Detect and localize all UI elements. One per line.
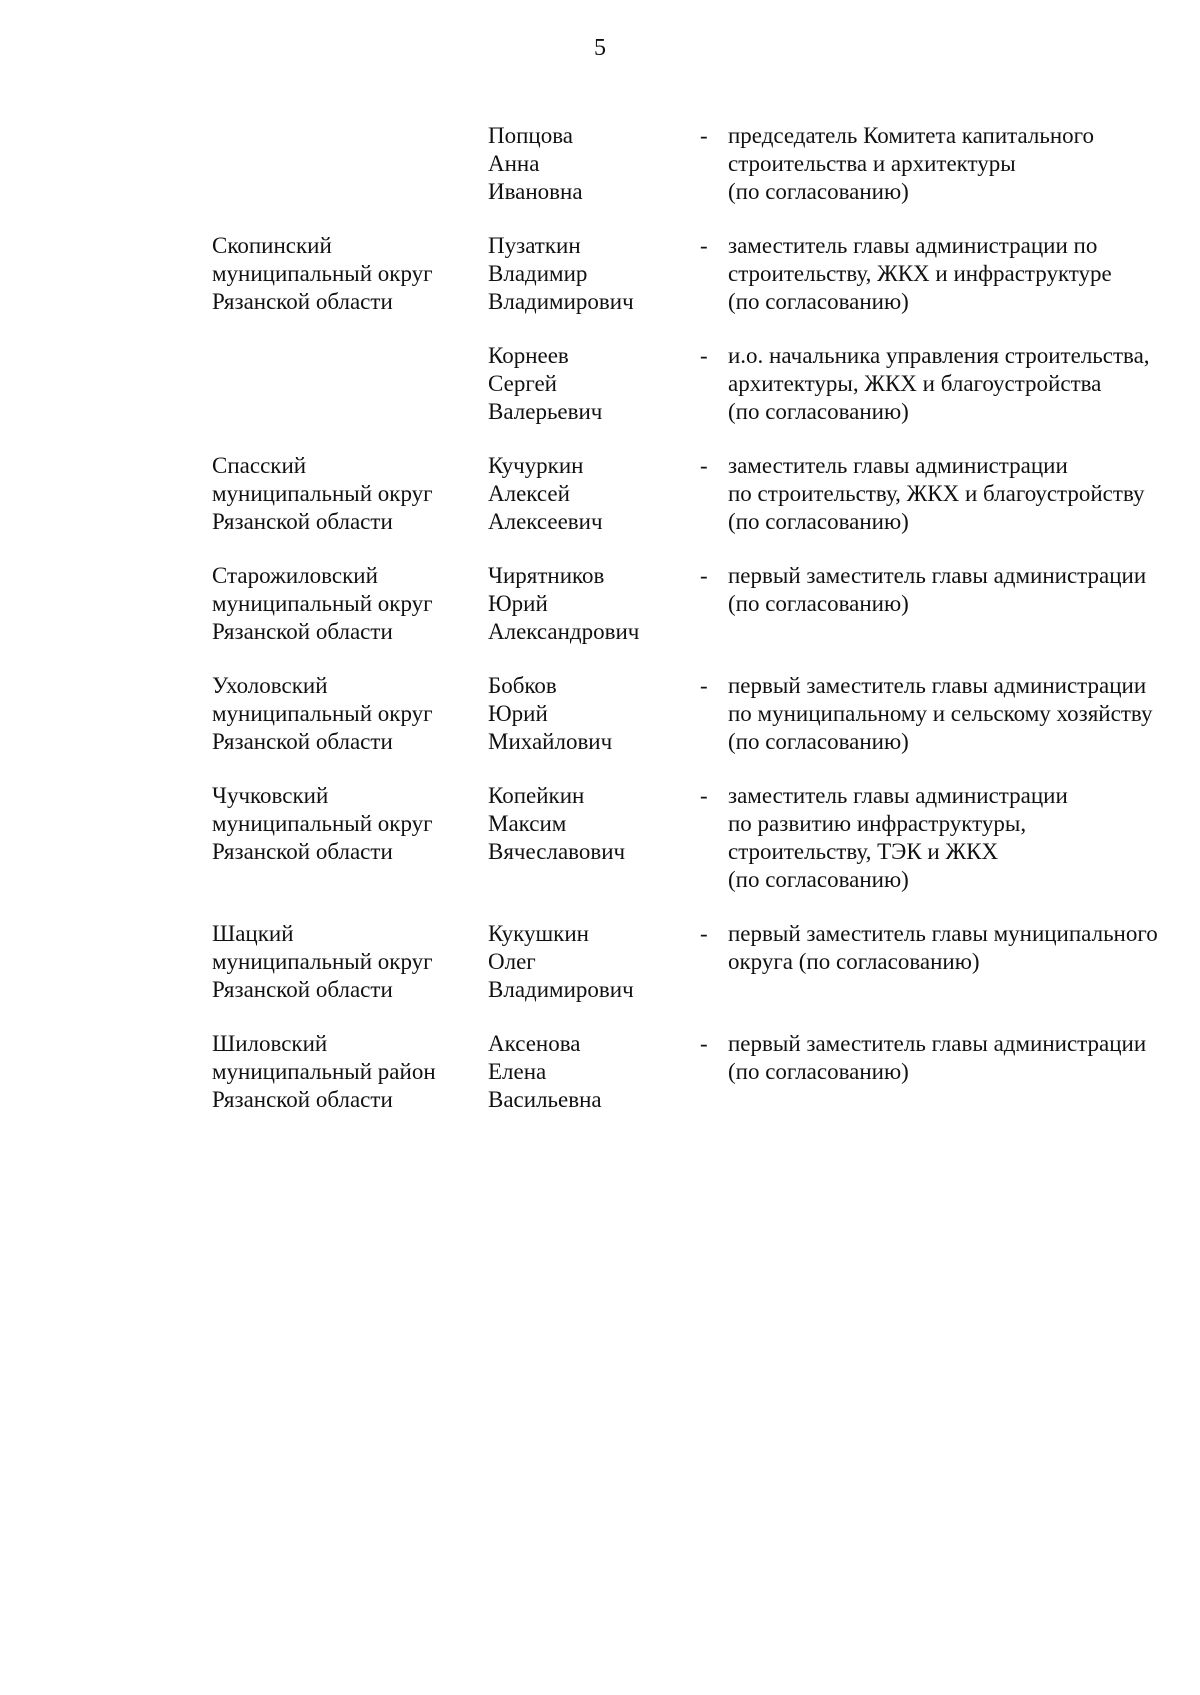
district-name-line: Рязанской области [212,1087,393,1112]
district-name-line: Рязанской области [212,977,393,1002]
role-description-line: по развитию инфраструктуры, [728,811,1027,836]
person-name-line: Бобков [488,673,557,698]
separator-dash: - [700,233,708,258]
role-description-line: (по согласованию) [728,509,909,534]
role-description-line: (по согласованию) [728,591,909,616]
person-name-line: Владимирович [488,289,634,314]
district-name-line: Шацкий [212,921,294,946]
person-name-line: Владимирович [488,977,634,1002]
district-name-line: муниципальный район [212,1059,436,1084]
person-name-line: Юрий [488,591,548,616]
role-description [728,232,1198,316]
role-description [728,342,1198,426]
district-name-line: Рязанской области [212,619,393,644]
person-name-line: Сергей [488,371,557,396]
district-name-line: муниципальный округ [212,701,433,726]
separator-dash: - [700,921,708,946]
person-name [488,562,693,646]
person-name-line: Ивановна [488,179,583,204]
district-name [212,562,477,646]
district-name-line: муниципальный округ [212,811,433,836]
separator-dash: - [700,1031,708,1056]
role-description-line: по муниципальному и сельскому хозяйству [728,701,1153,726]
role-description-line: строительству, ЖКХ и инфраструктуре [728,261,1112,286]
district-name-line: Рязанской области [212,729,393,754]
list-item [0,232,1200,316]
role-description [728,672,1198,756]
role-description-line: (по согласованию) [728,1059,909,1084]
person-name-line: Юрий [488,701,548,726]
person-name-line: Валерьевич [488,399,603,424]
person-name-line: Чирятников [488,563,605,588]
person-name-line: Копейкин [488,783,585,808]
person-name [488,782,693,866]
role-description-line: (по согласованию) [728,729,909,754]
person-name [488,232,693,316]
person-name [488,342,693,426]
district-name-line: Ухоловский [212,673,328,698]
person-name-line: Максим [488,811,567,836]
person-name-line: Александрович [488,619,640,644]
person-name-line: Олег [488,949,536,974]
person-name-line: Попцова [488,123,573,148]
person-name-line: Вячеславович [488,839,626,864]
district-name-line: муниципальный округ [212,481,433,506]
person-name [488,1030,693,1114]
district-name-line: Чучковский [212,783,329,808]
role-description-line: заместитель главы администрации [728,783,1068,808]
district-name-line: Рязанской области [212,509,393,534]
district-name [212,920,477,1004]
role-description-line: архитектуры, ЖКХ и благоустройства [728,371,1102,396]
person-name-line: Алексеевич [488,509,603,534]
separator-dash: - [700,563,708,588]
role-description [728,920,1198,976]
role-description-line: (по согласованию) [728,399,909,424]
list-item [0,562,1200,646]
district-name-line: муниципальный округ [212,949,433,974]
role-description-line: первый заместитель главы администрации [728,563,1147,588]
separator-dash: - [700,343,708,368]
district-name-line: муниципальный округ [212,261,433,286]
district-name [212,1030,477,1114]
district-name-line: Рязанской области [212,289,393,314]
separator-dash: - [700,123,708,148]
district-name [212,452,477,536]
separator-dash: - [700,453,708,478]
role-description [728,122,1198,206]
role-description [728,782,1198,894]
role-description [728,452,1198,536]
person-name-line: Елена [488,1059,547,1084]
role-description-line: строительства и архитектуры [728,151,1016,176]
role-description-line: округа (по согласованию) [728,949,980,974]
person-name [488,672,693,756]
district-name-line: Рязанской области [212,839,393,864]
person-name [488,122,693,206]
person-name-line: Владимир [488,261,588,286]
district-name [212,782,477,866]
role-description-line: по строительству, ЖКХ и благоустройству [728,481,1145,506]
list-item [0,672,1200,756]
district-name-line: Старожиловский [212,563,378,588]
district-name-line: муниципальный округ [212,591,433,616]
role-description-line: заместитель главы администрации [728,453,1068,478]
person-name-line: Аксенова [488,1031,581,1056]
list-item [0,122,1200,206]
list-item [0,342,1200,426]
role-description-line: заместитель главы администрации по [728,233,1098,258]
district-name [212,672,477,756]
role-description-line: первый заместитель главы муниципального [728,921,1158,946]
district-name [212,232,477,316]
list-item [0,1030,1200,1114]
role-description [728,562,1198,618]
role-description-line: первый заместитель главы администрации [728,673,1147,698]
person-name [488,920,693,1004]
person-name-line: Алексей [488,481,570,506]
separator-dash: - [700,783,708,808]
role-description-line: первый заместитель главы администрации [728,1031,1147,1056]
district-name-line: Скопинский [212,233,332,258]
list-item [0,452,1200,536]
person-name-line: Анна [488,151,540,176]
page-number: 5 [594,35,606,61]
person-name-line: Корнеев [488,343,569,368]
list-item [0,782,1200,894]
person-name-line: Васильевна [488,1087,602,1112]
role-description [728,1030,1198,1086]
role-description-line: председатель Комитета капитального [728,123,1095,148]
district-name-line: Шиловский [212,1031,328,1056]
role-description-line: строительству, ТЭК и ЖКХ [728,839,999,864]
person-name-line: Кучуркин [488,453,584,478]
person-name [488,452,693,536]
person-name-line: Пузаткин [488,233,581,258]
person-name-line: Кукушкин [488,921,589,946]
role-description-line: (по согласованию) [728,179,909,204]
list-item [0,920,1200,1004]
members-list [0,122,1200,1140]
role-description-line: (по согласованию) [728,289,909,314]
role-description-line: и.о. начальника управления строительства, [728,343,1150,368]
separator-dash: - [700,673,708,698]
district-name-line: Спасский [212,453,307,478]
person-name-line: Михайлович [488,729,613,754]
role-description-line: (по согласованию) [728,867,909,892]
